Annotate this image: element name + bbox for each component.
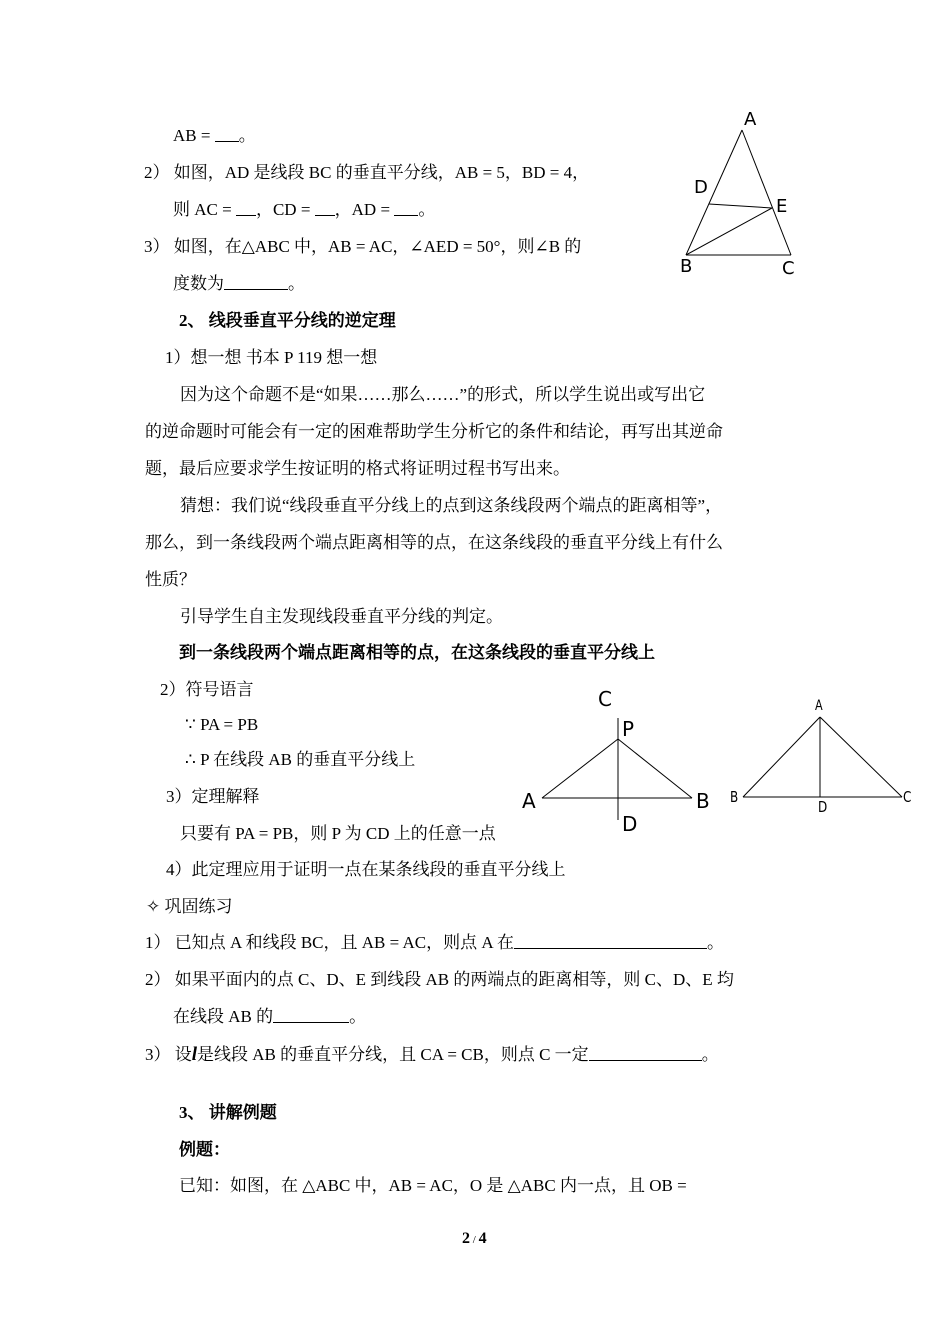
section-heading-3: 3、 讲解例题 [179,1103,277,1122]
label-c: C [782,258,795,279]
text: 是线段 AB 的垂直平分线，且 CA = CB，则点 C 一定 [197,1045,589,1064]
explanation-line: 只要有 PA = PB，则 P 为 CD 上的任意一点 [180,824,496,843]
text: 。 [238,126,256,145]
text: 1） 已知点 A 和线段 BC，且 AB = AC，则点 A 在 [145,933,514,952]
text: 。 [707,933,724,952]
current-page: 2 [462,1230,470,1247]
section-heading-2: 2、 线段垂直平分线的逆定理 [179,311,396,330]
theorem-statement: 到一条线段两个端点距离相等的点，在这条线段的垂直平分线上 [179,643,655,662]
text: ，AD = [334,200,395,219]
label-a: A [815,698,823,714]
label-d: D [818,798,828,816]
symbolic-therefore: ∴ P 在线段 AB 的垂直平分线上 [185,750,416,769]
text: 。 [701,1045,719,1064]
total-pages: 4 [478,1230,487,1247]
label-b: B [680,256,693,277]
segment-ab [743,717,820,797]
variable-l: l [191,1044,198,1065]
label-e: E [776,196,788,217]
subheading-explain: 3）定理解释 [166,787,260,806]
paragraph-line: 猜想：我们说“线段垂直平分线上的点到这条线段两个端点的距离相等”， [180,496,723,515]
text: 。 [418,200,436,219]
example-heading: 例题： [179,1140,230,1159]
paragraph-line: 的逆命题时可能会有一定的困难帮助学生分析它的条件和结论，再写出其逆命 [145,422,723,441]
paragraph-line: 引导学生自主发现线段垂直平分线的判定。 [180,607,503,626]
symbolic-because: ∵ PA = PB [185,715,259,734]
paragraph-line: 那么，到一条线段两个端点距离相等的点，在这条线段的垂直平分线上有什么 [145,533,723,552]
page-separator: / [470,1234,479,1246]
text: 度数为 [173,274,224,293]
label-a: A [522,789,536,813]
paragraph-line: 性质？ [145,570,196,589]
label-c: C [903,788,912,806]
subheading-symbolic: 2）符号语言 [160,680,254,699]
text: 则 AC = [173,200,236,219]
label-p: P [622,717,635,741]
exercise-3-line: 3） 如图，在△ABC 中，AB = AC，∠AED = 50°，则∠B 的 [144,237,582,256]
text: AB = [173,126,215,145]
label-c: C [598,687,612,711]
text: ，CD = [255,200,315,219]
segment-ac [820,717,902,797]
text: 。 [288,274,305,293]
label-d: D [622,812,638,836]
label-b: B [696,789,710,813]
text: 3） 设 [145,1045,192,1064]
paragraph-line: 题，最后应要求学生按证明的格式将证明过程书写出来。 [145,459,570,478]
text: 在线段 AB 的 [173,1007,274,1026]
practice-heading: ✧ 巩固练习 [146,897,233,916]
text: 。 [349,1007,367,1026]
subheading-application: 4）此定理应用于证明一点在某条线段的垂直平分线上 [166,860,566,879]
paragraph-line: 因为这个命题不是“如果……那么……”的形式，所以学生说出或写出它 [180,385,706,404]
practice-2: 2） 如果平面内的点 C、D、E 到线段 AB 的两端点的距离相等，则 C、D、E 均 [145,970,734,989]
label-a: A [744,109,757,130]
example-text: 已知：如图，在 △ABC 中，AB = AC，O 是 △ABC 内一点，且 OB = [179,1176,687,1195]
exercise-2-line: 2） 如图，AD 是线段 BC 的垂直平分线，AB = 5，BD = 4， [144,163,590,182]
subheading-think: 1）想一想 书本 P 119 想一想 [165,348,378,367]
label-d: D [694,177,708,198]
label-b: B [730,788,739,806]
